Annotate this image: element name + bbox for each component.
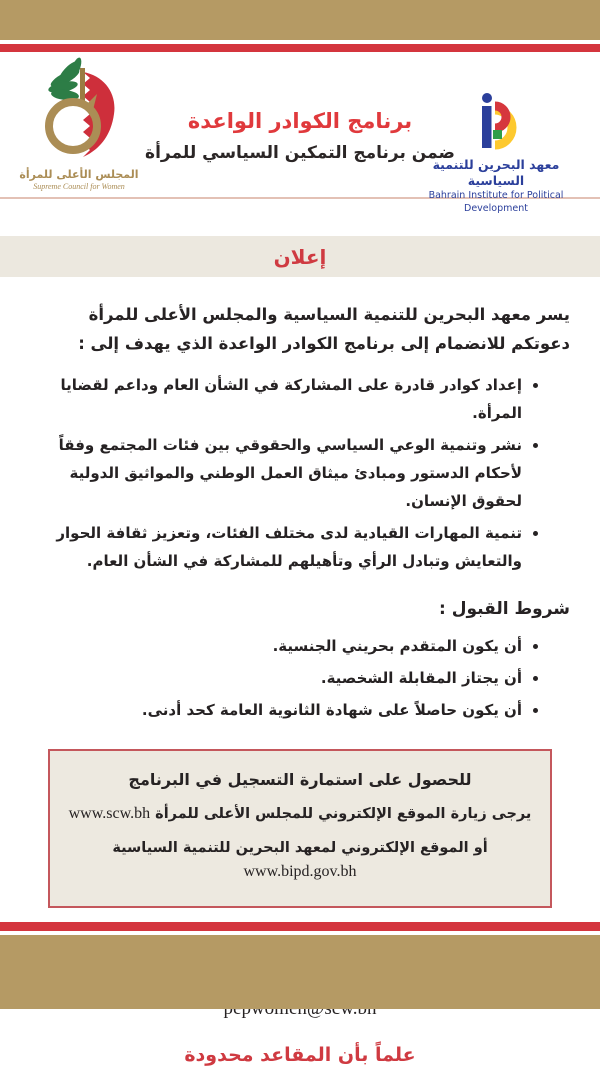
intro-paragraph: يسر معهد البحرين للتنمية السياسية والمجلس الأعلى للمرأة دعوتكم للانضمام إلى برنامج الكوادر الواعدة الذي يهدف إلى :	[78, 305, 570, 353]
limited-seats-note: علماً بأن المقاعد محدودة	[184, 1044, 416, 1066]
registration-heading: للحصول على استمارة التسجيل في البرنامج	[128, 770, 472, 789]
conditions-list	[30, 632, 570, 724]
announcement-title: إعلان	[273, 244, 327, 269]
top-tan-stripe	[0, 0, 600, 40]
scw-english-name: Supreme Council for Women	[33, 182, 125, 191]
conditions-heading: شروط القبول :	[439, 599, 570, 619]
goal-item: • تنمية المهارات القيادية لدى مختلف الفئات، وتعزيز ثقافة الحوار والتعايش وتبادل الرأي وتأهيلهم للمشاركة في الشأن العام.	[30, 519, 522, 575]
header	[0, 52, 600, 214]
stem	[80, 68, 85, 102]
bipd-red-arc	[495, 106, 506, 128]
scw-website-text: يرجى زيارة الموقع الإلكتروني للمجلس الأعلى للمرأة	[155, 806, 532, 822]
bottom-red-stripe	[0, 922, 600, 931]
bipd-bar	[482, 106, 492, 148]
bipd-website-line	[62, 836, 538, 884]
goals-list	[30, 371, 570, 575]
condition-item: • أن يجتاز المقابلة الشخصية.	[30, 664, 522, 692]
goal-item: • إعداد كوادر قادرة على المشاركة في الشأن العام وداعم لقضايا المرأة.	[30, 371, 522, 427]
bipd-url: www.bipd.gov.bh	[243, 863, 357, 880]
bipd-arabic-name: معهد البحرين للتنمية السياسية	[432, 157, 560, 188]
bottom-tan-stripe	[0, 935, 600, 1009]
registration-box	[48, 749, 552, 908]
scw-emblem-icon	[27, 64, 131, 164]
program-subtitle: ضمن برنامج التمكين السياسي للمرأة	[145, 143, 455, 163]
scw-arabic-name: المجلس الأعلى للمرأة	[19, 168, 139, 181]
announcement-banner	[0, 236, 600, 277]
scw-logo	[18, 64, 140, 192]
footer	[0, 922, 600, 1009]
scw-url: www.scw.bh	[68, 805, 151, 822]
program-title: برنامج الكوادر الواعدة	[187, 109, 413, 133]
condition-item: • أن يكون المتقدم بحريني الجنسية.	[30, 632, 522, 660]
top-red-stripe	[0, 44, 600, 52]
condition-item: • أن يكون حاصلاً على شهادة الثانوية العامة كحد أدنى.	[30, 696, 522, 724]
scw-website-line	[62, 802, 538, 826]
goal-item: • نشر وتنمية الوعي السياسي والحقوقي بين فئات المجتمع وفقاً لأحكام الدستور ومبادئ ميثاق العمل الوطني والمواثيق الدولية لحقوق الإنسان.	[30, 431, 522, 515]
bipd-dot	[482, 93, 492, 103]
bipd-green-block	[493, 130, 502, 139]
bipd-emblem-icon	[469, 92, 523, 150]
palm-fronds-icon	[47, 56, 83, 101]
bipd-english-name: Bahrain Institute for Political Development	[428, 190, 564, 214]
bipd-website-text: أو الموقع الإلكتروني لمعهد البحرين للتنمية السياسية	[112, 840, 488, 856]
bipd-logo	[404, 92, 588, 215]
